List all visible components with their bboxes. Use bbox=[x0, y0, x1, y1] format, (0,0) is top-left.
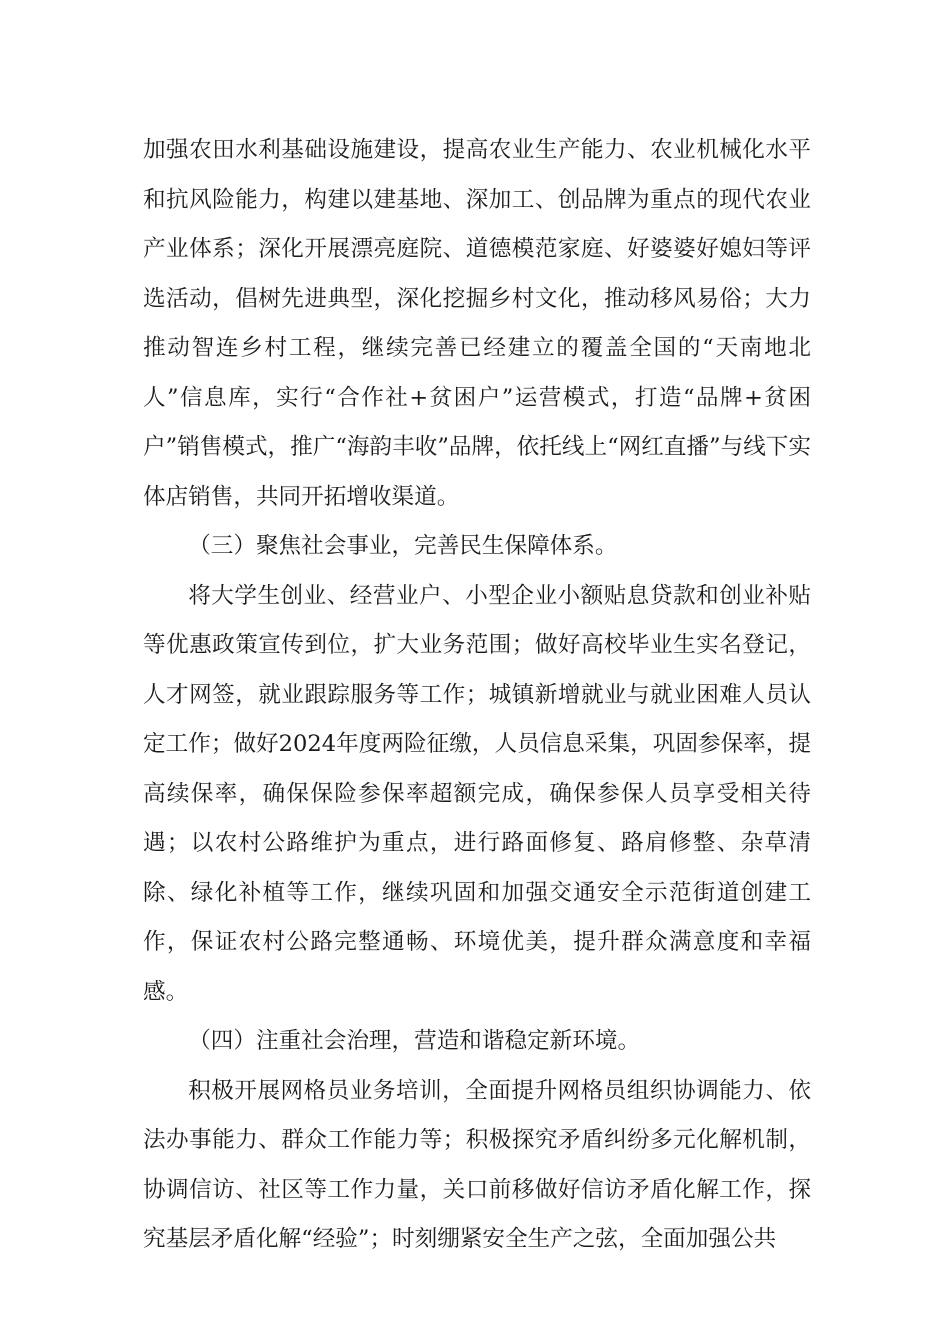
paragraph-social-affairs: 将大学生创业、经营业户、小型企业小额贴息贷款和创业补贴等优惠政策宣传到位，扩大业务范围；做好高校毕业生实名登记，人才网签，就业跟踪服务等工作；城镇新增就业与就业困难人员认定工作；做好2024年度两险征缴，人员信息采集，巩固参保率，提高续保率，确保保险参保率超额完成，确保参保人员享受相关待遇；以农村公路维护为重点，进行路面修复、路肩修整、杂草清除、绿化补植等工作，继续巩固和加强交通安全示范街道创建工作，保证农村公路完整通畅、环境优美，提升群众满意度和幸福感。 bbox=[143, 582, 811, 1005]
section-heading-social-governance: （四）注重社会治理，营造和谐稳定新环境。 bbox=[188, 1028, 641, 1054]
document-body bbox=[143, 126, 811, 1265]
section-heading-social-affairs: （三）聚焦社会事业，完善民生保障体系。 bbox=[188, 533, 618, 559]
paragraph-agriculture-continued: 加强农田水利基础设施建设，提高农业生产能力、农业机械化水平和抗风险能力，构建以建基地、深加工、创品牌为重点的现代农业产业体系；深化开展漂亮庭院、道德模范家庭、好婆婆好媳妇等评选活动，倡树先进典型，深化挖掘乡村文化，推动移风易俗；大力推动智连乡村工程，继续完善已经建立的覆盖全国的“天南地北人”信息库，实行“合作社+贫困户”运营模式，打造“品牌+贫困户”销售模式，推广“海韵丰收”品牌，依托线上“网红直播”与线下实体店销售，共同开拓增收渠道。 bbox=[143, 137, 811, 510]
paragraph-social-governance: 积极开展网格员业务培训，全面提升网格员组织协调能力、依法办事能力、群众工作能力等；积极探究矛盾纠纷多元化解机制，协调信访、社区等工作力量，关口前移做好信访矛盾化解工作，探究基层矛盾化解“经验”；时刻绷紧安全生产之弦，全面加强公共 bbox=[143, 1077, 811, 1252]
